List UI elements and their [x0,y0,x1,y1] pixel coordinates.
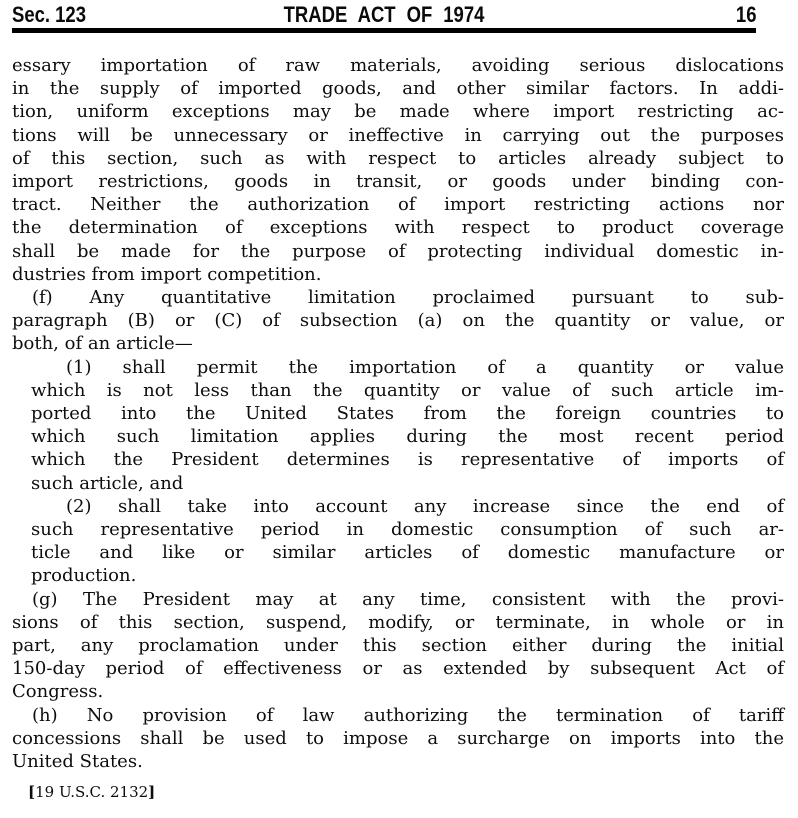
citation-open-bracket: [ [28,783,36,801]
citation-close-bracket: ] [148,783,156,801]
text-line: dustries from import competition. [12,263,322,285]
text-line: concessions shall be used to impose a surcharge on imports into the [12,727,784,749]
text-line: (f) Any quantitative limitation proclaimed pursuant to sub- [32,287,784,309]
clause-f2 [12,495,784,588]
text-line: the determination of exceptions with respect to product coverage [12,217,784,239]
text-line: ticle and like or similar articles of domestic manufacture or [31,542,784,564]
subsection-h [12,704,784,774]
statute-text [12,54,784,773]
text-line: import restrictions, goods in transit, or goods under binding con- [12,171,784,193]
running-header [12,3,756,28]
text-line: which such limitation applies during the most recent period [31,426,784,448]
intro-continuation [12,54,784,286]
text-line: 150-day period of effectiveness or as extended by subsequent Act of [12,658,784,680]
clause-f1 [12,356,784,495]
text-line: sions of this section, suspend, modify, or terminate, in whole or in [12,611,784,633]
text-line: tions will be unnecessary or ineffective in carrying out the purposes [12,124,784,146]
subsection-f [12,286,784,356]
text-line: (h) No provision of law authorizing the termination of tariff [32,704,784,726]
text-line: shall be made for the purpose of protecting individual domestic in- [12,240,784,262]
us-code-citation [28,783,155,801]
citation-reference: 19 U.S.C. 2132 [35,783,149,801]
text-line: (1) shall permit the importation of a quantity or value [66,356,784,378]
header-document-title: TRADE ACT OF 1974 [283,2,485,27]
text-line: production. [31,565,137,587]
text-line: Congress. [12,681,104,703]
text-line: both, of an article— [12,333,193,355]
header-page-number: 16 [735,2,756,27]
text-line: part, any proclamation under this section either during the initial [12,635,784,657]
text-line: which is not less than the quantity or value of such article im- [31,379,784,401]
text-line: ported into the United States from the foreign countries to [31,403,784,425]
text-line: such representative period in domestic consumption of such ar- [31,519,784,541]
text-line: essary importation of raw materials, avoiding serious dislocations [12,55,784,76]
text-line: paragraph (B) or (C) of subsection (a) on the quantity or value, or [12,310,784,332]
text-line: (2) shall take into account any increase since the end of [66,495,784,517]
text-line: (g) The President may at any time, consistent with the provi- [32,588,784,610]
text-line: which the President determines is representative of imports of [31,449,784,471]
text-line: such article, and [31,472,184,494]
text-line: tion, uniform exceptions may be made where import restricting ac- [12,101,784,123]
text-line: in the supply of imported goods, and other similar factors. In addi- [12,78,784,100]
header-rule [12,28,756,33]
header-section-number: Sec. 123 [12,2,86,27]
text-line: United States. [12,751,143,773]
subsection-g [12,588,784,704]
text-line: tract. Neither the authorization of import restricting actions nor [12,194,784,216]
text-line: of this section, such as with respect to articles already subject to [12,147,784,169]
